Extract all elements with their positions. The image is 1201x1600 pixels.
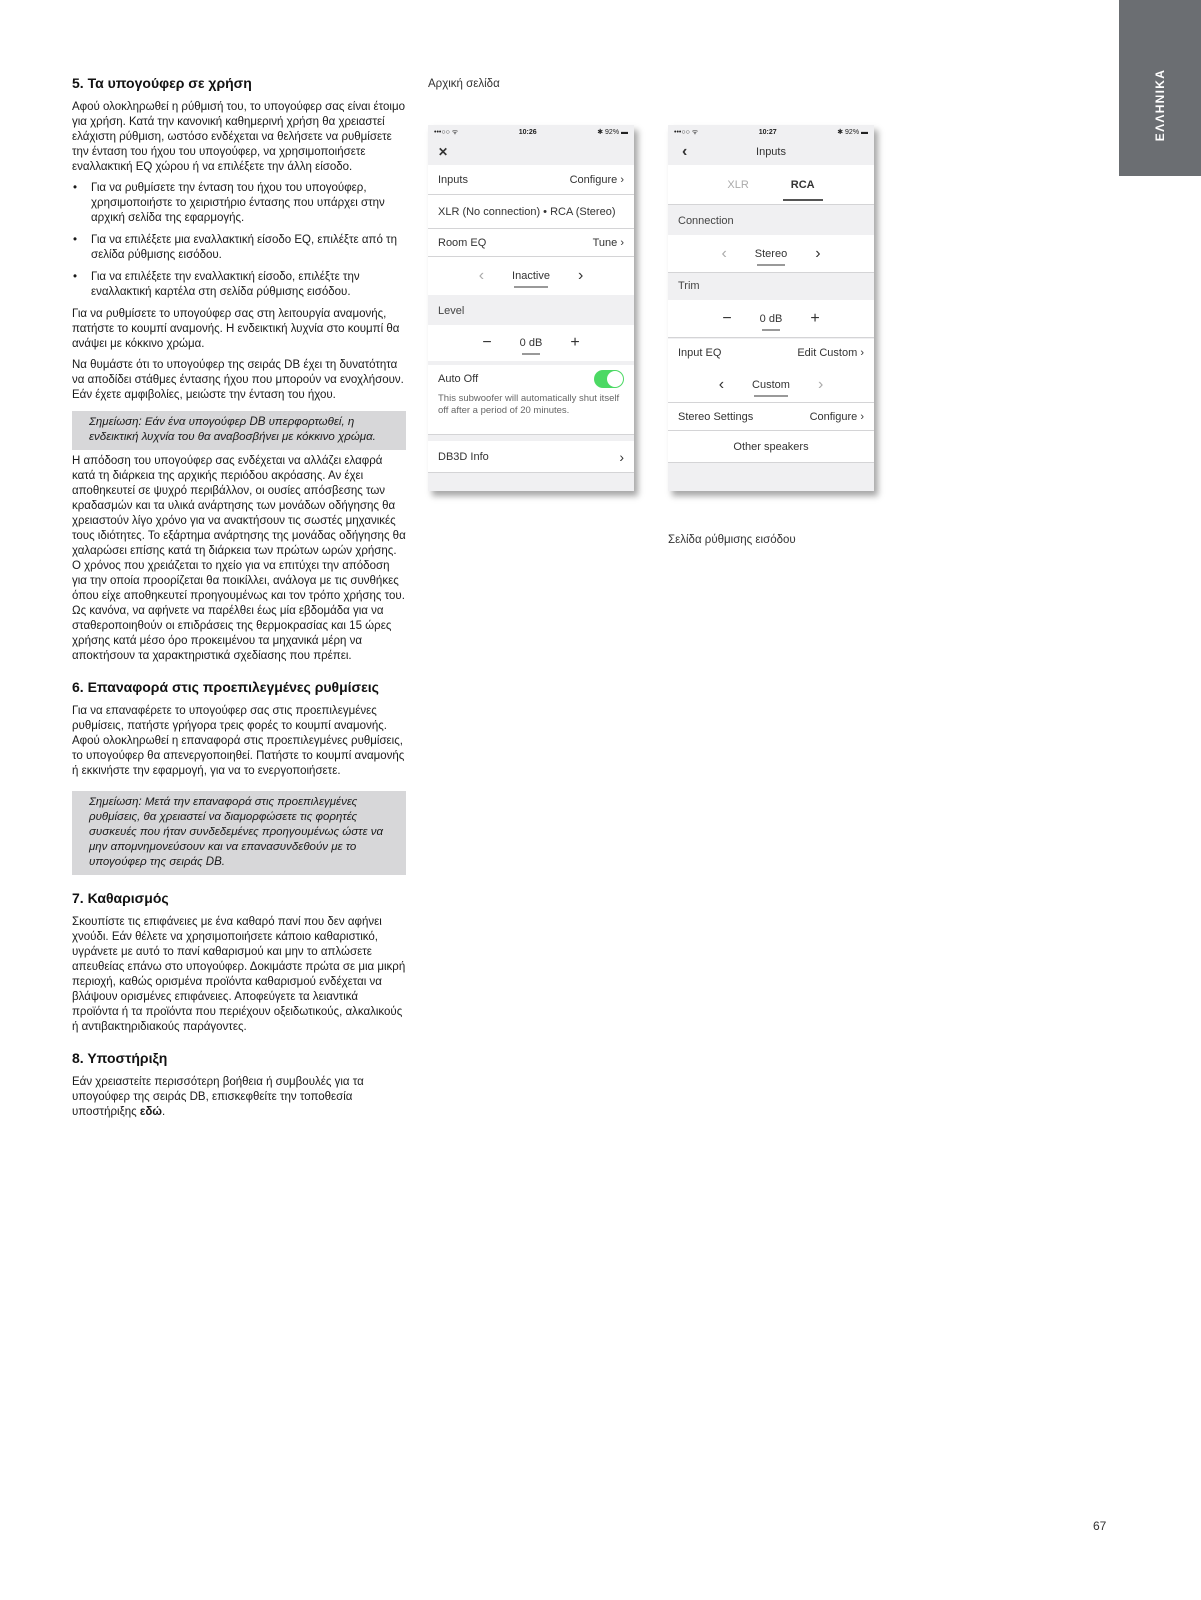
clock: 10:27 xyxy=(758,128,777,136)
trim-value: 0 dB xyxy=(759,312,783,325)
configure-link: Configure xyxy=(809,410,858,423)
support-text: Εάν χρειαστείτε περισσότερη βοήθεια ή συμβουλές για τα υπογούφερ της σειράς DB, επισκεφθείτε την τοποθεσία υποστήριξης xyxy=(72,1076,364,1118)
section-5-paragraph: Η απόδοση του υπογούφερ σας ενδέχεται να αλλάζει ελαφρά κατά τη διάρκεια της αρχικής περιόδου ακρόασης. Αν έχει αποθηκευτεί σε ψυχρό περιβάλλον, οι ουσίες απόσβεσης των κραδασμών και τα υλικά ανάρτησης των μονάδων οδήγησης θα χρειαστούν λίγο χρόνο για να ανακτήσουν τις σωστές μηχανικές τους ιδιότητες. Το εξάρτημα ανάρτησης της μονάδας οδήγησης θα χαλαρώσει επίσης κατά τη διάρκεια των πρώτων ωρών χρήσης. Ο χρόνος που χρειάζεται το ηχείο για να επιτύχει την απόδοση για την οποία προορίζεται θα ποικίλλει, ανάλογα με τις συνθήκες όπου είχε αποθηκευτεί προηγουμένως και τον τρόπο χρήσης του. Ως κανόνα, να αφήνετε να παρέλθει έως μία εβδομάδα για να σταθεροποιηθούν οι επιδράσεις της θερμοκρασίας και 15 ώρες χρήσης κατά μέσο όρο προκειμένου τα μηχανικά μέρη να αποκτήσουν τα χαρακτηριστικά σχεδίασης που πρέπει. xyxy=(72,455,406,662)
note-box: Σημείωση: Εάν ένα υπογούφερ DB υπερφορτωθεί, η ενδεικτική λυχνία του θα αναβοσβήνει με κόκκινο χρώμα. xyxy=(72,411,406,450)
level-stepper xyxy=(428,325,634,361)
battery-icon: ✱ 92% ▬ xyxy=(837,129,868,136)
input-eq-row[interactable] xyxy=(668,339,874,367)
status-bar xyxy=(668,125,874,139)
plus-button[interactable]: + xyxy=(570,334,580,351)
inputs-row[interactable] xyxy=(428,165,634,195)
language-label: ΕΛΛΗΝΙΚΑ xyxy=(1153,68,1167,142)
note-box: Σημείωση: Μετά την επαναφορά στις προεπιλεγμένες ρυθμίσεις, θα χρειαστεί να διαμορφώσετε τις φορητές συσκευές που ήταν συνδεδεμένες προηγουμένως ώστε να μην απομνημονεύσουν και να επανασυνδεθούν με το υπογούφερ της σειράς DB. xyxy=(72,791,406,875)
section-5-paragraph: Για να ρυθμίσετε το υπογούφερ σας στη λειτουργία αναμονής, πατήστε το κουμπί αναμονής. Η ενδεικτική λυχνία στο κουμπί θα ανάψει με κόκκινο χρώμα. xyxy=(72,308,400,350)
status-bar xyxy=(428,125,634,139)
list-item: • Για να επιλέξετε μια εναλλακτική είσοδο EQ, επιλέξτε από τη σελίδα ρύθμισης εισόδου. xyxy=(72,233,406,263)
text-column xyxy=(72,74,406,1126)
close-icon[interactable]: ✕ xyxy=(438,145,449,159)
tab-rca[interactable]: RCA xyxy=(790,178,815,191)
chevron-right-icon[interactable]: › xyxy=(815,244,821,262)
auto-off-description: This subwoofer will automatically shut itself off after a period of 20 minutes. xyxy=(438,393,620,416)
minus-button[interactable]: − xyxy=(482,334,492,351)
connection-selector xyxy=(668,235,874,273)
auto-off-label: Auto Off xyxy=(438,373,479,385)
connection-label: Connection xyxy=(678,215,734,227)
list-item: • Για να επιλέξετε την εναλλακτική είσοδο, επιλέξτε την εναλλακτική καρτέλα στη σελίδα ρύθμισης εισόδου. xyxy=(72,270,406,300)
db3d-info-row[interactable] xyxy=(428,441,634,473)
input-tabs xyxy=(668,165,874,205)
trim-stepper xyxy=(668,300,874,338)
minus-button[interactable]: − xyxy=(722,309,732,327)
page-number: 67 xyxy=(1093,1519,1107,1533)
section-5-paragraph: Αφού ολοκληρωθεί η ρύθμισή του, το υπογούφερ σας είναι έτοιμο για χρήση. Κατά την κανονική καθημερινή χρήση θα χρειαστεί ελάχιστη ρύθμιση, ωστόσο ενδέχεται να θελήσετε να ρυθμίσετε την ένταση του ήχου του υπογούφερ, να χρησιμοποιήσετε εναλλακτική EQ χώρου ή να επιλέξετε την άλλη είσοδο. xyxy=(72,101,405,173)
room-eq-action xyxy=(593,237,624,249)
chevron-right-icon[interactable]: › xyxy=(817,375,824,393)
inputs-value-row xyxy=(428,195,634,229)
section-5-paragraph: Να θυμάστε ότι το υπογούφερ της σειράς DB έχει τη δυνατότητα να αποδίδει στάθμες έντασης ήχου που μπορούν να ενοχλήσουν. Εάν έχετε αμφιβολίες, μειώστε την ένταση του ήχου. xyxy=(72,359,404,401)
trim-label: Trim xyxy=(678,280,700,292)
support-text-end: . xyxy=(162,1106,166,1118)
tune-link: Tune xyxy=(592,236,618,249)
stereo-settings-row[interactable] xyxy=(668,403,874,431)
clock: 10:26 xyxy=(518,128,537,136)
configure-link: Configure xyxy=(569,173,618,186)
nav-bar xyxy=(428,139,634,165)
inputs-label: Inputs xyxy=(438,173,468,186)
section-7-heading: 7. Καθαρισμός xyxy=(72,890,169,906)
section-8-heading: 8. Υποστήριξη xyxy=(72,1050,168,1066)
list-item: • Για να ρυθμίσετε την ένταση του ήχου του υπογούφερ, χρησιμοποιήστε το χειριστήριο έντασης που υπάρχει στην αρχική σελίδα της εφαρμογής. xyxy=(72,181,406,226)
battery-icon: ✱ 92% ▬ xyxy=(597,129,628,136)
input-eq-action xyxy=(797,347,864,359)
section-5-bullets xyxy=(72,181,406,300)
inputs-action xyxy=(570,174,624,186)
chevron-left-icon[interactable]: ‹ xyxy=(718,375,725,393)
section-6-paragraph: Για να επαναφέρετε το υπογούφερ σας στις προεπιλεγμένες ρυθμίσεις, πατήστε γρήγορα τρεις φορές το κουμπί αναμονής. Αφού ολοκληρωθεί η επαναφορά στις προεπιλεγμένες ρυθμίσεις, το υπογούφερ θα απενεργοποιηθεί. Πατήστε το κουμπί αναμονής ή εκκινήστε την εφαρμογή, για να το ενεργοποιήσετε. xyxy=(72,705,405,777)
connection-value: Stereo xyxy=(754,247,788,260)
chevron-right-icon: › xyxy=(860,347,864,359)
stereo-settings-label: Stereo Settings xyxy=(678,410,754,423)
other-speakers-label: Other speakers xyxy=(733,440,809,453)
phone-home-screenshot xyxy=(428,125,634,491)
level-label: Level xyxy=(438,305,465,317)
nav-bar xyxy=(668,139,874,165)
phone-inputs-screenshot xyxy=(668,125,874,491)
back-icon[interactable]: ‹ xyxy=(682,143,688,160)
chevron-right-icon[interactable]: › xyxy=(577,267,584,284)
chevron-right-icon: › xyxy=(619,448,624,465)
inputs-value: XLR (No connection) • RCA (Stereo) xyxy=(438,205,616,218)
plus-button[interactable]: + xyxy=(810,309,820,327)
support-link[interactable]: εδώ xyxy=(139,1106,163,1118)
language-tab xyxy=(1119,0,1201,176)
room-eq-value: Inactive xyxy=(512,270,550,282)
caption-input-setup: Σελίδα ρύθμισης εισόδου xyxy=(668,534,796,546)
section-8-paragraph xyxy=(72,1075,406,1120)
section-5-heading: 5. Τα υπογούφερ σε χρήση xyxy=(72,75,252,91)
level-value: 0 dB xyxy=(519,337,543,349)
chevron-right-icon: › xyxy=(860,410,864,423)
chevron-right-icon: › xyxy=(620,173,624,186)
room-eq-selector xyxy=(428,257,634,295)
auto-off-row xyxy=(428,365,634,393)
input-eq-label: Input EQ xyxy=(678,347,722,359)
section-6-heading: 6. Επαναφορά στις προεπιλεγμένες ρυθμίσεις xyxy=(72,679,379,695)
signal-icon: •••○○ ᯤ xyxy=(434,128,459,136)
other-speakers-row[interactable] xyxy=(668,431,874,463)
db3d-info-label: DB3D Info xyxy=(438,450,489,463)
room-eq-label: Room EQ xyxy=(438,236,487,249)
chevron-left-icon[interactable]: ‹ xyxy=(478,267,485,284)
caption-home: Αρχική σελίδα xyxy=(428,78,500,90)
section-7-paragraph: Σκουπίστε τις επιφάνειες με ένα καθαρό πανί που δεν αφήνει χνούδι. Εάν θέλετε να χρησιμοποιήσετε κάποιο καθαριστικό, υγράνετε με αυτό το πανί καθαρισμού και μην το απλώσετε απευθείας επάνω στο υπογούφερ. Δοκιμάστε πρώτα σε μια μικρή περιοχή, καθώς ορισμένα προϊόντα καθαρισμού ενδέχεται να βλάψουν ορισμένες επιφάνειες. Αποφεύγετε τα λειαντικά προϊόντα ή τα προϊόντα που περιέχουν οξειδωτικούς, αλκαλικούς ή αντιβακτηριδιακούς παράγοντες. xyxy=(72,916,406,1033)
tab-xlr[interactable]: XLR xyxy=(727,178,749,191)
edit-custom-link: Edit Custom xyxy=(797,347,858,359)
room-eq-row[interactable] xyxy=(428,229,634,257)
screen-title: Inputs xyxy=(756,146,786,158)
auto-off-description-row xyxy=(428,393,634,435)
chevron-right-icon: › xyxy=(620,236,624,249)
stereo-settings-action xyxy=(810,411,864,423)
input-eq-value: Custom xyxy=(752,378,790,391)
auto-off-toggle[interactable] xyxy=(594,370,624,388)
chevron-left-icon[interactable]: ‹ xyxy=(721,244,727,262)
signal-icon: •••○○ ᯤ xyxy=(674,128,699,136)
input-eq-selector xyxy=(668,367,874,403)
